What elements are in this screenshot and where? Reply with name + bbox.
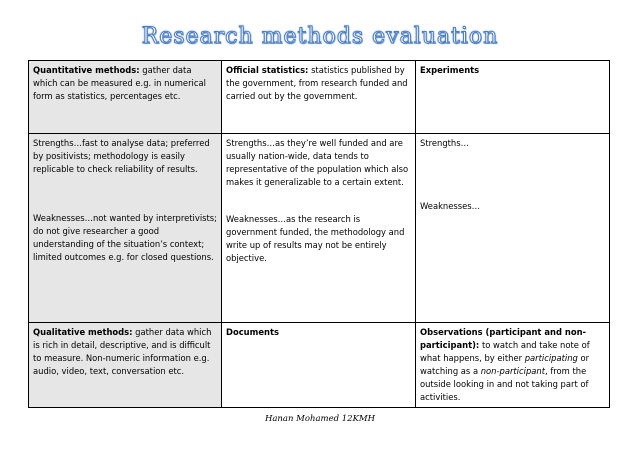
qualitative-methods-heading: Qualitative methods: (33, 327, 133, 337)
documents-heading: Documents (226, 327, 279, 337)
official-statistics-cell (222, 61, 416, 134)
observations-non-participant: non-participant (480, 366, 545, 376)
page-title: Research methods evaluation (141, 24, 499, 49)
official-weaknesses: Weaknesses…as the research is government funded, the methodology and write up of results may not be entirely objective. (226, 214, 405, 263)
qualitative-methods-text: gather data which is rich in detail, descriptive, and is difficult to measure. Non-numeric information e.g. audio, video, text, conversation etc. (33, 327, 212, 376)
quantitative-strengths: Strengths…fast to analyse data; preferred by positivists; methodology is easily replicable to check reliability of results. (33, 138, 210, 174)
official-evaluation-cell (222, 134, 416, 323)
observations-text-1: to watch and take note of what happens, by either (420, 340, 590, 363)
experiments-weaknesses: Weaknesses… (420, 201, 481, 211)
observations-text-2: or watching as a (420, 353, 590, 376)
observations-participating: participating (524, 353, 578, 363)
author-footer: Hanan Mohamed 12KMH (264, 414, 376, 424)
documents-cell (222, 323, 416, 408)
quantitative-methods-cell (29, 61, 222, 134)
observations-text-3: , from the outside looking in and not taking part of activities. (420, 366, 589, 402)
experiments-heading: Experiments (420, 65, 480, 75)
experiments-strengths: Strengths… (420, 138, 469, 148)
evaluation-table (28, 60, 610, 408)
observations-cell (416, 323, 610, 408)
observations-heading: Observations (participant and non-participant): (420, 327, 587, 350)
official-statistics-text: statistics published by the government, from research funded and carried out by the government. (226, 65, 408, 101)
table-row (29, 323, 610, 408)
quantitative-methods-text: gather data which can be measured e.g. in numerical form as statistics, percentages etc. (33, 65, 206, 101)
quantitative-weaknesses: Weaknesses…not wanted by interpretivists; do not give researcher a good understanding of the situation’s context; limited outcomes e.g. for closed questions. (33, 213, 217, 262)
table-row (29, 134, 610, 323)
qualitative-methods-cell (29, 323, 222, 408)
quantitative-methods-heading: Quantitative methods: (33, 65, 140, 75)
quantitative-evaluation-cell (29, 134, 222, 323)
experiments-evaluation-cell (416, 134, 610, 323)
table-row (29, 61, 610, 134)
official-statistics-heading: Official statistics: (226, 65, 309, 75)
official-strengths: Strengths…as they’re well funded and are usually nation-wide, data tends to representative of the population which also makes it generalizable to a certain extent. (226, 138, 409, 187)
experiments-cell (416, 61, 610, 134)
